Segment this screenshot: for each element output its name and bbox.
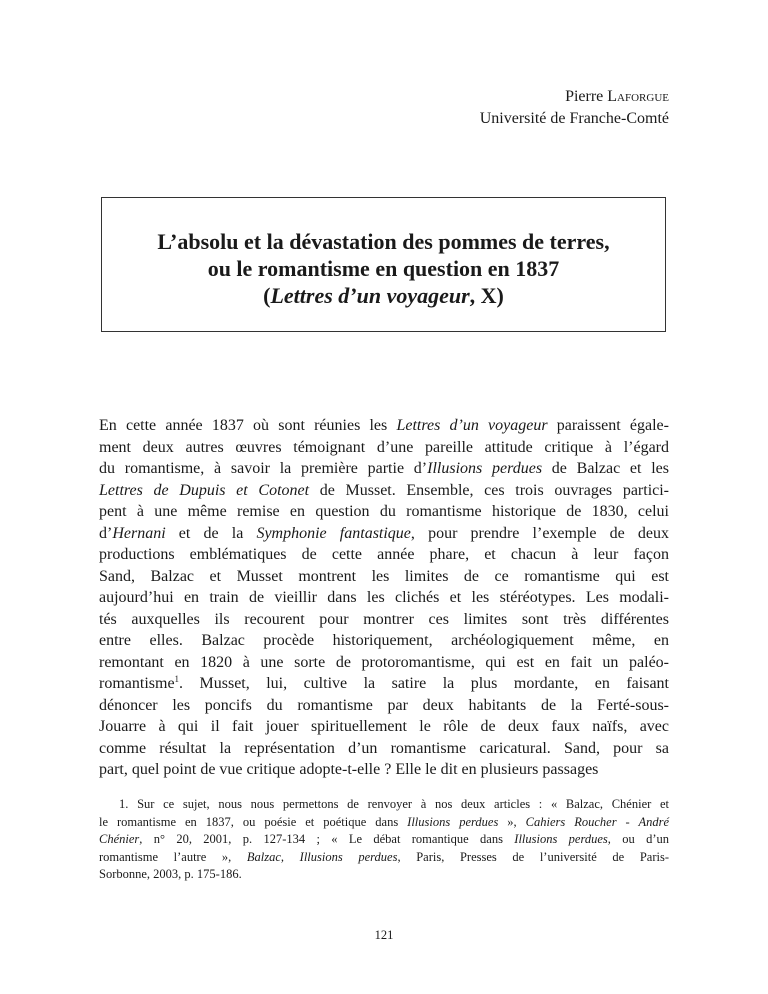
title-line-3 <box>102 282 665 309</box>
title-line-1: L’absolu et la dévastation des pommes de terres, <box>157 229 610 254</box>
footnote-line <box>99 814 669 832</box>
footnote-line <box>99 831 669 849</box>
author-name <box>480 86 669 108</box>
italic-run: Lettres de Dupuis et Cotonet <box>99 481 310 499</box>
text-run: », <box>498 814 526 829</box>
italic-run: Cahiers Roucher - André <box>525 814 670 829</box>
text-run: d’ <box>99 524 113 542</box>
italic-run: Illusions perdues <box>407 814 499 829</box>
text-run: , Paris, Presses de l’université de Paris- <box>397 849 669 864</box>
text-run: de Balzac et les <box>542 460 669 477</box>
body-line: Jouarre à qui il fait jouer spirituellement le rôle de deux faux naïfs, avec <box>99 718 669 735</box>
article-title <box>102 228 665 309</box>
text-run: En cette année 1837 où sont réunies les <box>99 417 397 434</box>
body-line: productions emblématiques de cette année phare, et chacun à leur façon <box>99 546 669 563</box>
italic-run: Illusions perdues <box>427 460 543 477</box>
body-line <box>99 480 669 502</box>
text-run: du romantisme, à savoir la première partie d’ <box>99 460 428 477</box>
text-run: , ou d’un <box>607 832 670 846</box>
body-line <box>99 458 669 480</box>
author-block <box>480 86 669 130</box>
title-box <box>101 197 666 332</box>
text-run: , n° 20, 2001, p. 127-134 ; « Le débat romantique dans <box>139 832 515 846</box>
italic-run: Lettres d’un voyageur <box>396 417 548 434</box>
body-line: pent à une même remise en question du romantisme historique de 1830, celui <box>99 503 669 520</box>
title-work-italic: Lettres d’un voyageur <box>270 283 470 308</box>
text-run: , pour prendre l’exemple de deux <box>410 524 670 542</box>
text-run: de Musset. Ensemble, ces trois ouvrages partici- <box>309 481 670 499</box>
body-line: ment deux autres œuvres témoignant d’une pareille attitude critique à l’égard <box>99 438 669 456</box>
body-line <box>99 415 669 437</box>
italic-run: Hernani <box>112 524 166 542</box>
body-line: aujourd’hui en train de vieillir dans les clichés et les stéréotypes. Les modali- <box>99 589 669 606</box>
italic-run: Chénier <box>99 832 140 846</box>
text-run: paraissent égale- <box>547 417 669 434</box>
body-line: tés auxquelles ils recourent pour montrer ces limites sont très différentes <box>99 610 669 628</box>
italic-run: Illusions perdues <box>514 832 608 846</box>
title-line-2: ou le romantisme en question en 1837 <box>207 256 560 281</box>
body-line: entre elles. Balzac procède historiquement, archéologiquement même, en <box>99 632 669 649</box>
italic-run: Balzac, Illusions perdues <box>246 849 398 864</box>
body-line <box>99 673 669 695</box>
text-run: romantisme <box>99 675 175 692</box>
body-line: dénoncer les poncifs du romantisme par deux habitants de la Ferté-sous- <box>99 696 669 714</box>
title-line-3-rest: , X) <box>469 283 504 308</box>
page-number: 121 <box>374 928 394 942</box>
body-line: comme résultat la représentation d’un romantisme caricatural. Sand, pour sa <box>99 739 669 757</box>
footnote <box>99 796 669 884</box>
author-first-name: Pierre <box>565 88 604 105</box>
text-run: . Musset, lui, cultive la satire la plus mordante, en faisant <box>179 675 669 692</box>
text-run: et de la <box>165 524 257 542</box>
body-line: remontant en 1820 à une sorte de protoromantisme, qui est en fait un paléo- <box>99 653 669 671</box>
author-affiliation: Université de Franche-Comté <box>479 110 669 127</box>
text-run: le romantisme en 1837, ou poésie et poétique dans <box>99 814 408 829</box>
body-line: Sand, Balzac et Musset montrent les limites de ce romantisme qui est <box>99 567 669 585</box>
title-paren-open: ( <box>263 283 271 308</box>
footnote-ref[interactable]: 1 <box>174 674 180 684</box>
footnote-line <box>99 849 669 867</box>
italic-run: Symphonie fantastique <box>256 524 411 542</box>
footnote-line: Sorbonne, 2003, p. 175-186. <box>99 867 242 881</box>
footnote-line: 1. Sur ce sujet, nous nous permettons de renvoyer à nos deux articles : « Balzac, Chénier et <box>119 797 669 811</box>
body-paragraph <box>99 415 669 781</box>
body-line <box>99 523 669 545</box>
body-line: part, quel point de vue critique adopte-t-elle ? Elle le dit en plusieurs passages <box>99 761 599 778</box>
text-run: romantisme l’autre », <box>99 849 247 864</box>
author-last-name: Laforgue <box>607 88 669 105</box>
